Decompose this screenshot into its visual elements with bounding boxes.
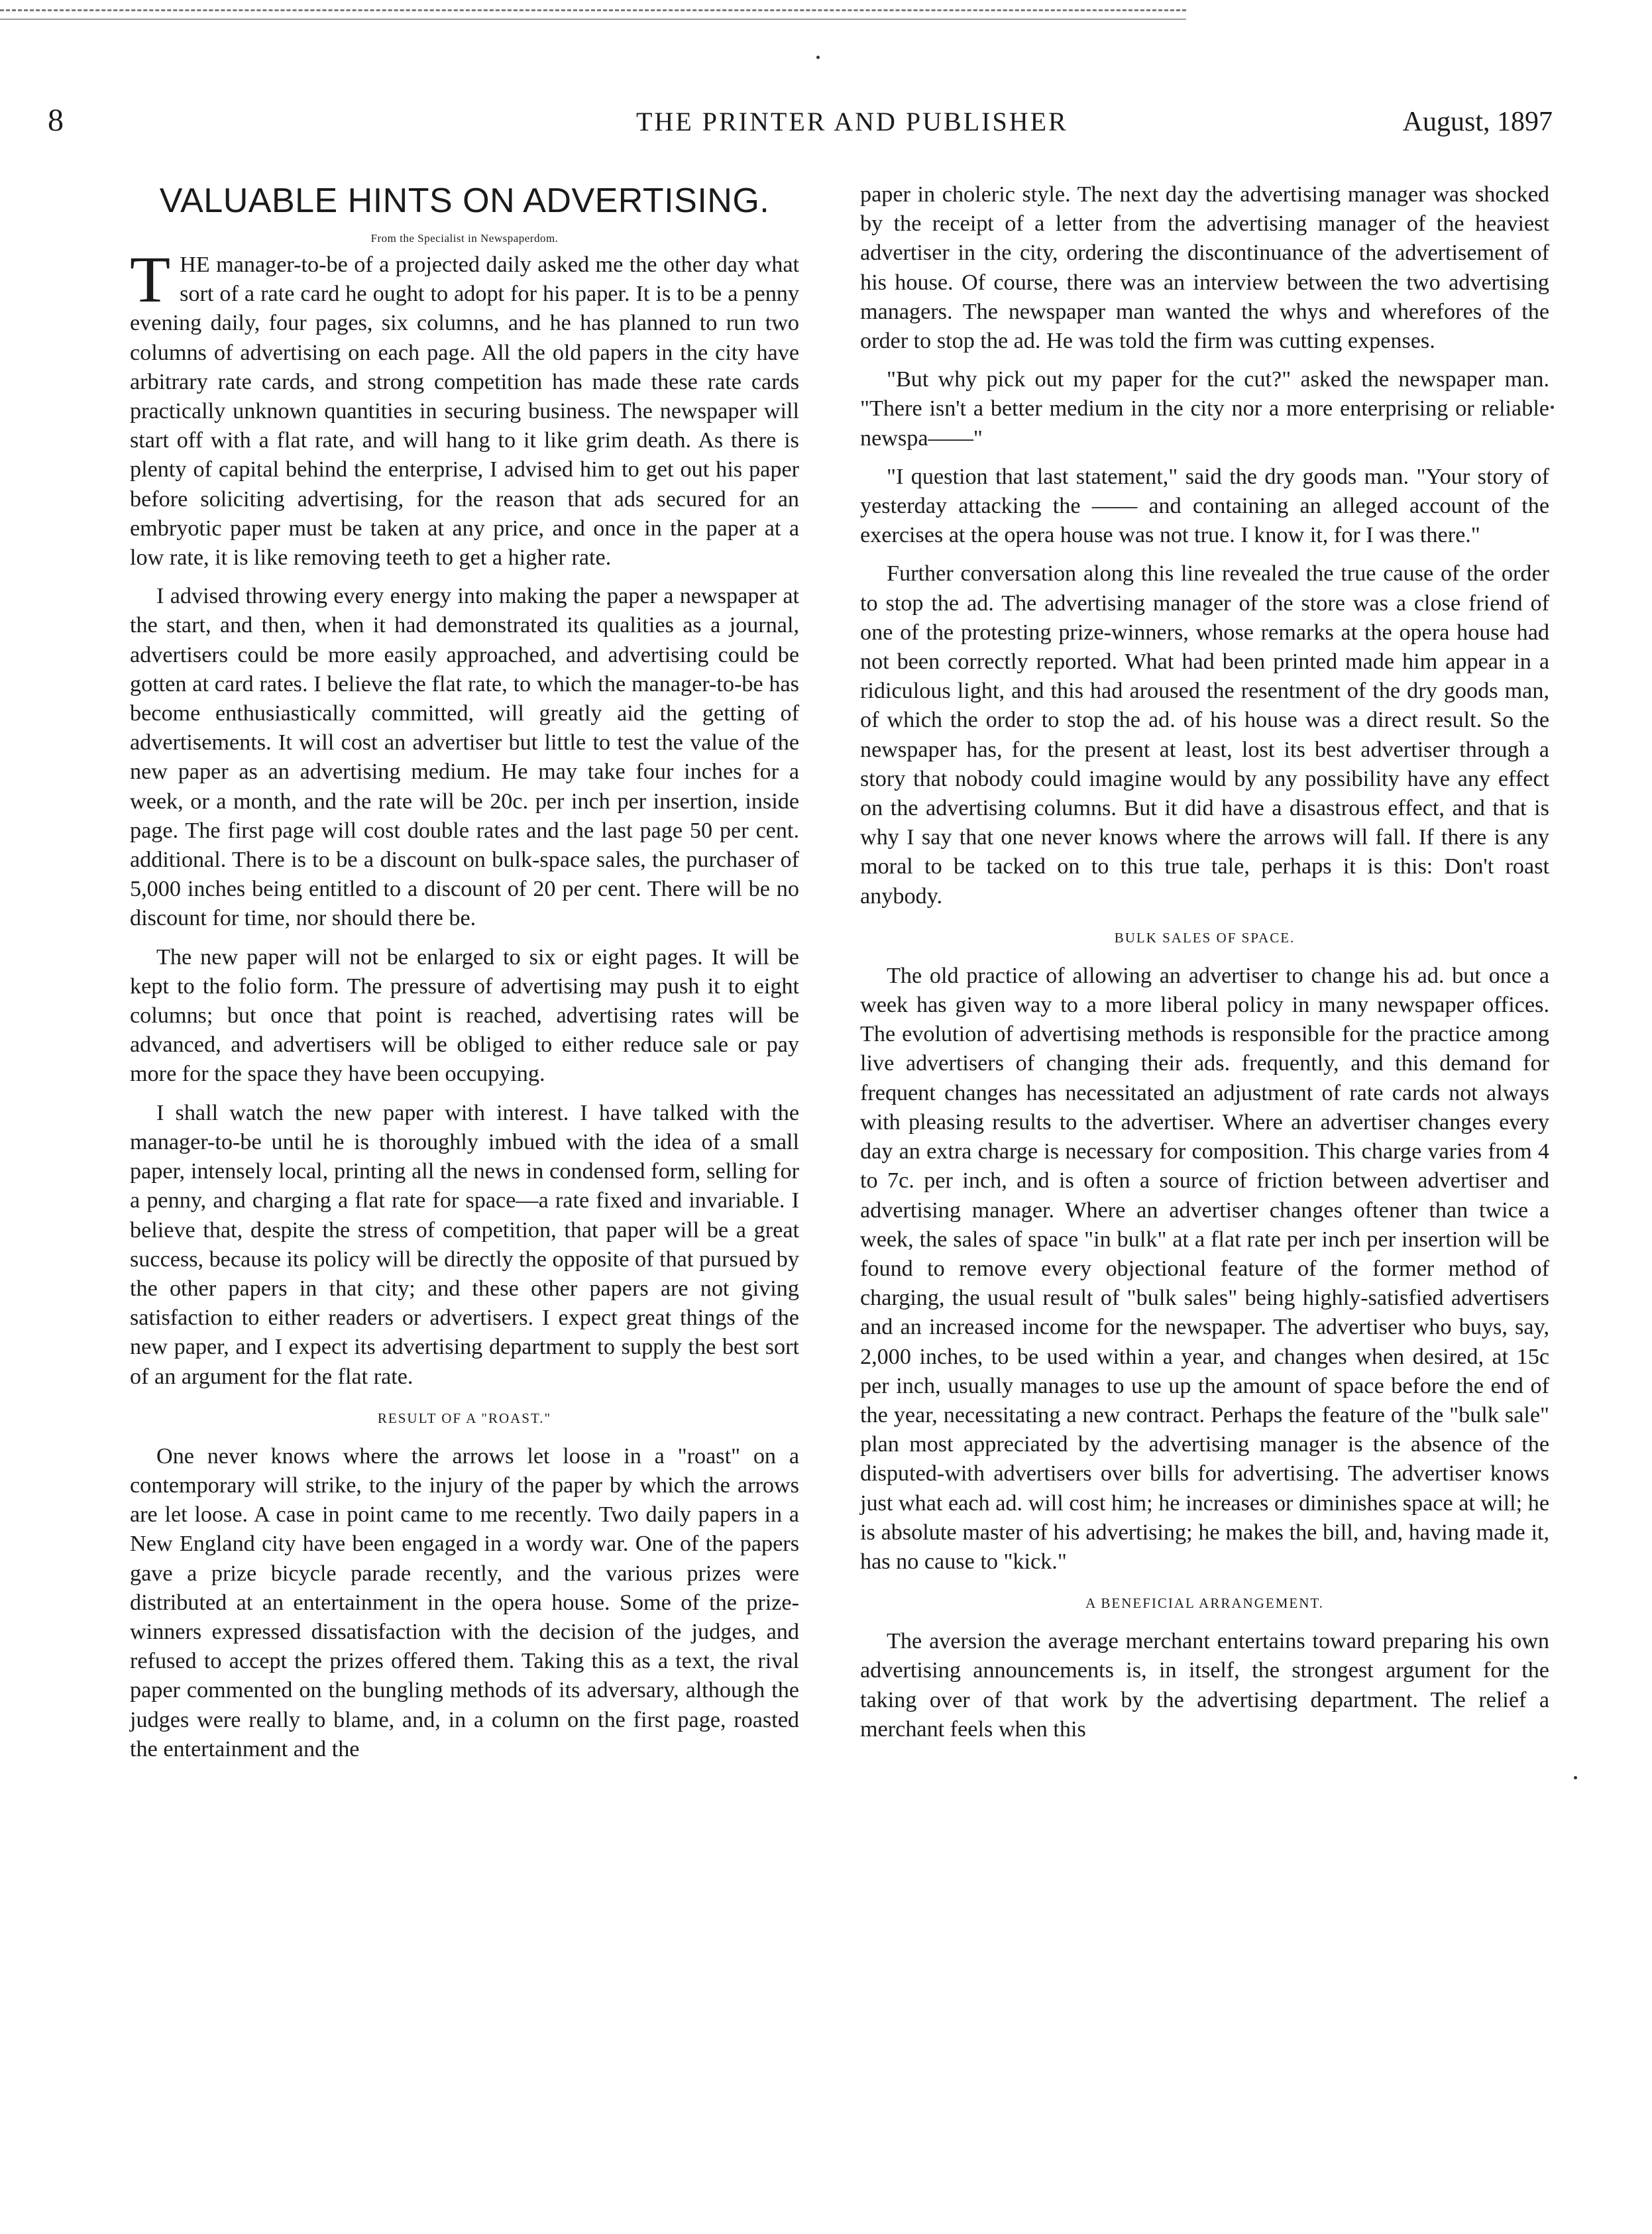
paragraph: Further conversation along this line revealed the true cause of the order to stop the ad. The advertising manager of the store was a close friend of one of the protesting prize-winners, whose remarks at the opera house had not been correctly reported. What had been printed made him appear in a ridiculous light, and this had aroused the resentment of the dry goods man, of which the order to stop the ad. of his house was a direct result. So the newspaper has, for the present at least, lost its best advertiser through a story that nobody could imagine would by any possibility have any effect on the advertising columns. But it did have a disastrous effect, and that is why I say that one never knows where the arrows will fall. If there is any moral to be tacked on to this true tale, perhaps it is this: Don't roast anybody.	[860, 561, 1549, 909]
page-number: 8	[48, 103, 64, 138]
paragraph: paper in choleric style. The next day the advertising manager was shocked by the receipt of a letter from the advertising manager of the heaviest advertiser in the city, ordering the discontinuance of the advertisement of his house. Of course, there was an interview between the two advertising managers. The newspaper man wanted the whys and wherefores of the order to stop the ad. He was told the firm was cutting expenses.	[860, 182, 1549, 354]
subhead-roast: RESULT OF A "ROAST."	[377, 1410, 552, 1426]
print-speck	[1574, 1776, 1577, 1779]
paragraph: "I question that last statement," said the dry goods man. "Your story of yesterday attacking the —— and containing an alleged account of the exercises at the opera house was not true. I know it, for I was there."	[860, 464, 1549, 548]
print-speck	[816, 56, 820, 59]
left-column	[130, 178, 799, 1773]
subhead-bulk-sales: BULK SALES OF SPACE.	[1114, 929, 1295, 946]
paragraph: "But why pick out my paper for the cut?" asked the newspaper man. "There isn't a better medium in the city nor a more enterprising or reliable newspa——"	[860, 367, 1549, 451]
paragraph: The old practice of allowing an advertiser to change his ad. but once a week has given way to a more liberal policy in many newspaper offices. The evolution of advertising methods is responsible for the practice among live advertisers of changing their ads. frequently, and this demand for frequent changes has necessitated an adjustment of rate cards not always with pleasing results to the advertiser. Where an advertiser changes every day an extra charge is necessary for composition. This charge varies from 4 to 7c. per inch, and is often a source of friction between advertiser and advertising manager. Where an advertiser changes oftener than twice a week, the sales of space "in bulk" at a flat rate per inch per insertion will be found to remove every objectional feature of the former method of charging, the usual result of "bulk sales" being highly-satisfied advertisers and an increased income for the newspaper. The advertiser who buys, say, 2,000 inches, to be used within a year, and changes when desired, at 15c per inch, usually manages to use up the amount of space before the end of the year, necessitating a new contract. Perhaps the feature of the "bulk sale" plan most appreciated by the advertising manager is the absence of the disputed-with advertisers over bills for advertising. The advertiser knows just what each ad. will cost him; he increases or diminishes space at will; he is absolute master of his advertising; he makes the bill, and, having made it, has no cause to "kick."	[860, 963, 1549, 1574]
paragraph: The aversion the average merchant entertains toward preparing his own advertising announcements is, in itself, the strongest argument for the taking over of that work by the advertising department. The relief a merchant feels when this	[860, 1629, 1549, 1742]
paragraph: One never knows where the arrows let loose in a "roast" on a contemporary will strike, to the injury of the paper by which the arrows are let loose. A case in point came to me recently. Two daily papers in a New England city have been engaged in a wordy war. One of the papers gave a prize bicycle parade recently, and the various prizes were distributed at an entertainment in the opera house. Some of the prize-winners expressed dissatisfaction with the decision of the judges, and refused to accept the prizes offered them. Taking this as a text, the rival paper commented on the bungling methods of its adversary, although the judges were really to blame, and, in a column on the first page, roasted the entertainment and the	[130, 1443, 799, 1761]
article-title: VALUABLE HINTS ON ADVERTISING.	[159, 182, 770, 220]
subhead-arrangement: A BENEFICIAL ARRANGEMENT.	[1085, 1595, 1324, 1612]
paragraph: The new paper will not be enlarged to six or eight pages. It will be kept to the folio form. The pressure of advertising may push it to eight columns; but once that point is reached, advertising rates will be advanced, and advertisers will be obliged to either reduce sale or pay more for the space they have been occupying.	[130, 944, 799, 1087]
running-header	[0, 99, 1652, 152]
right-column	[860, 180, 1549, 1754]
article-source: From the Specialist in Newspaperdom.	[370, 232, 559, 245]
publication-title: THE PRINTER AND PUBLISHER	[636, 107, 1068, 137]
paragraph: I shall watch the new paper with interest. I have talked with the manager-to-be until he is thoroughly imbued with the idea of a small paper, intensely local, printing all the news in condensed form, selling for a penny, and charging a flat rate for space—a rate fixed and invariable. I believe that, despite the stress of competition, that paper will be a great success, because its policy will be directly the opposite of that pursued by the other papers in that city; and these other papers are not giving satisfaction to either readers or advertisers. I expect great things of the new paper, and I expect its advertising department to supply the best sort of an argument for the flat rate.	[130, 1100, 799, 1389]
paragraph: I advised throwing every energy into making the paper a newspaper at the start, and then, when it had demonstrated its qualities as a journal, advertisers could be more easily approached, and advertising could be gotten at card rates. I believe the flat rate, to which the manager-to-be has become enthusiastically committed, will greatly aid the getting of advertisements. It will cost an advertiser but little to test the value of the new paper as an advertising medium. He may take four inches for a week, or a month, and the rate will be 20c. per inch per insertion, inside page. The first page will cost double rates and the last page 50 per cent. additional. There is to be a discount on bulk-space sales, the purchaser of 5,000 inches being entitled to a discount of 20 per cent. There will be no discount for time, nor should there be.	[130, 584, 799, 931]
paragraph: THE manager-to-be of a projected daily asked me the other day what sort of a rate card he ought to adopt for his paper. It is to be a penny evening daily, four pages, six columns, and he has planned to run two columns of advertising on each page. All the old papers in the city have arbitrary rate cards, and strong competition has made these rate cards practically unknown quantities in securing business. The newspaper will start off with a flat rate, and will hang to it like grim death. As there is plenty of capital behind the enterprise, I advised him to get out his paper before soliciting advertising, for the reason that ads secured for an embryotic paper must be taken at any price, and once in the paper at a low rate, it is like removing teeth to get a higher rate.	[130, 243, 799, 571]
issue-date: August, 1897	[1402, 107, 1553, 137]
top-rule-secondary	[0, 19, 1186, 20]
drop-cap: T	[130, 243, 171, 316]
top-rule	[0, 9, 1186, 11]
print-speck	[1551, 406, 1554, 409]
